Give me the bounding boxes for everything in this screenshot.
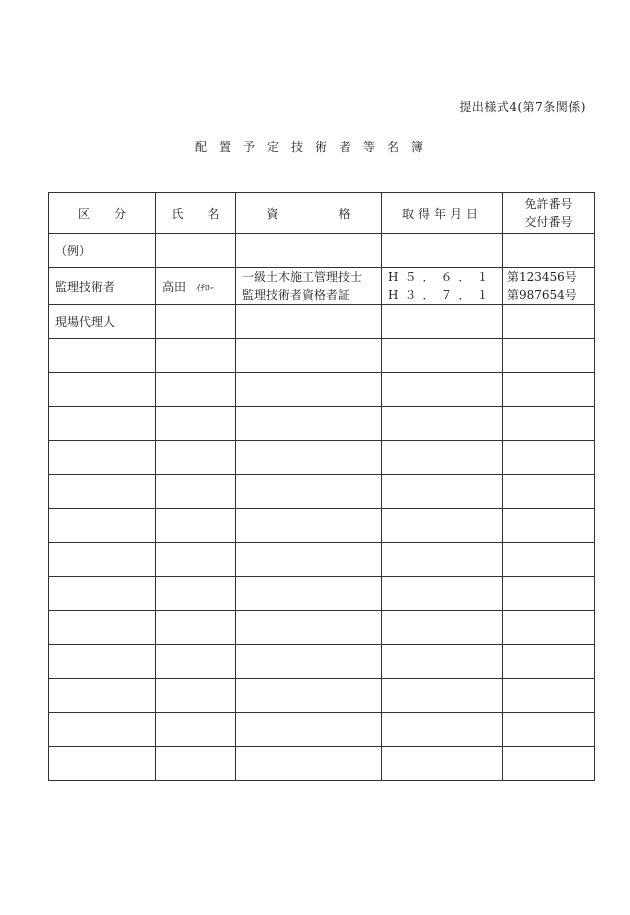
table-cell — [503, 441, 595, 475]
supervisor-category: 監理技術者 — [49, 268, 156, 305]
blank-row — [49, 543, 595, 577]
table-cell — [49, 713, 156, 747]
table-cell — [156, 543, 236, 577]
table-cell — [156, 679, 236, 713]
blank-row — [49, 679, 595, 713]
table-cell — [236, 577, 382, 611]
staff-roster-table — [48, 192, 595, 781]
table-cell — [236, 373, 382, 407]
header-category: 区 分 — [49, 193, 156, 234]
number-line-2: 第987654号 — [507, 288, 577, 302]
table-cell — [236, 679, 382, 713]
site-agent-category: 現場代理人 — [49, 305, 156, 339]
blank-row — [49, 441, 595, 475]
table-cell — [49, 577, 156, 611]
blank-row — [49, 475, 595, 509]
table-cell — [503, 407, 595, 441]
document-title: 配置予定技術者等名簿 — [194, 140, 435, 154]
table-cell — [156, 509, 236, 543]
table-cell — [503, 543, 595, 577]
table-cell — [236, 339, 382, 373]
supervisor-license-number — [503, 268, 595, 305]
table-cell — [156, 234, 236, 268]
blank-row — [49, 407, 595, 441]
header-license-number-line2: 交付番号 — [524, 215, 573, 229]
table-cell — [156, 305, 236, 339]
table-cell — [382, 407, 503, 441]
table-cell — [156, 373, 236, 407]
table-cell — [503, 679, 595, 713]
table-cell — [49, 373, 156, 407]
table-cell — [236, 611, 382, 645]
table-cell — [382, 441, 503, 475]
table-cell — [49, 441, 156, 475]
table-cell — [49, 509, 156, 543]
table-cell — [503, 747, 595, 781]
table-cell — [382, 475, 503, 509]
table-cell — [156, 475, 236, 509]
table-row — [49, 234, 595, 268]
header-name: 氏 名 — [156, 193, 236, 234]
table-cell — [49, 679, 156, 713]
form-identifier: 提出様式4(第7条関係) — [459, 100, 586, 114]
table-cell — [156, 577, 236, 611]
header-row — [49, 193, 595, 234]
table-cell — [503, 713, 595, 747]
table-cell — [236, 234, 382, 268]
table-cell — [503, 611, 595, 645]
table-cell — [382, 645, 503, 679]
table-cell — [382, 747, 503, 781]
table-cell — [382, 713, 503, 747]
table-cell — [503, 577, 595, 611]
table-cell — [503, 509, 595, 543]
table-cell — [49, 645, 156, 679]
date-line-1: H５．６．１ — [388, 270, 495, 284]
blank-row — [49, 645, 595, 679]
table-cell — [156, 645, 236, 679]
table-cell — [236, 645, 382, 679]
table-cell — [503, 339, 595, 373]
table-cell — [236, 305, 382, 339]
table-cell — [503, 234, 595, 268]
table-cell — [49, 543, 156, 577]
table-cell — [49, 475, 156, 509]
table-cell — [236, 509, 382, 543]
supervisor-name-kana: ｲﾁﾛｰ — [196, 283, 215, 294]
table-cell — [503, 645, 595, 679]
table-cell — [382, 679, 503, 713]
table-cell — [382, 611, 503, 645]
table-cell — [382, 543, 503, 577]
table-cell — [236, 475, 382, 509]
supervisor-name-kanji: 高田 — [162, 279, 187, 294]
table-cell — [382, 339, 503, 373]
qualification-line-2: 監理技術者資格者証 — [242, 288, 351, 302]
blank-row — [49, 713, 595, 747]
table-cell — [382, 577, 503, 611]
supervisor-acquired-date — [382, 268, 503, 305]
number-line-1: 第123456号 — [507, 270, 577, 284]
table-cell — [236, 543, 382, 577]
table-cell — [156, 713, 236, 747]
table-cell — [49, 407, 156, 441]
blank-row — [49, 339, 595, 373]
date-line-2: H３．７．１ — [388, 288, 495, 302]
qualification-line-1: 一級土木施工管理技士 — [242, 270, 363, 284]
header-qualification: 資 格 — [236, 193, 382, 234]
table-row — [49, 305, 595, 339]
table-cell — [382, 373, 503, 407]
table-cell — [156, 407, 236, 441]
blank-row — [49, 577, 595, 611]
table-cell — [156, 339, 236, 373]
table-row — [49, 268, 595, 305]
blank-rows — [49, 339, 595, 781]
table-cell — [382, 509, 503, 543]
supervisor-name — [156, 268, 236, 305]
table-cell — [236, 407, 382, 441]
table-cell — [49, 611, 156, 645]
blank-row — [49, 611, 595, 645]
header-license-number — [503, 193, 595, 234]
blank-row — [49, 509, 595, 543]
header-license-number-line1: 免許番号 — [524, 197, 573, 211]
header-acquired-date: 取得年月日 — [382, 193, 503, 234]
example-label: （例） — [49, 234, 156, 268]
table-cell — [236, 441, 382, 475]
table-cell — [49, 747, 156, 781]
table-cell — [503, 305, 595, 339]
table-cell — [156, 441, 236, 475]
blank-row — [49, 373, 595, 407]
table-cell — [503, 373, 595, 407]
table-cell — [156, 747, 236, 781]
blank-row — [49, 747, 595, 781]
table-cell — [382, 234, 503, 268]
table-cell — [236, 713, 382, 747]
supervisor-qualification — [236, 268, 382, 305]
table-cell — [503, 475, 595, 509]
table-cell — [49, 339, 156, 373]
table-cell — [236, 747, 382, 781]
table-cell — [156, 611, 236, 645]
table-cell — [382, 305, 503, 339]
